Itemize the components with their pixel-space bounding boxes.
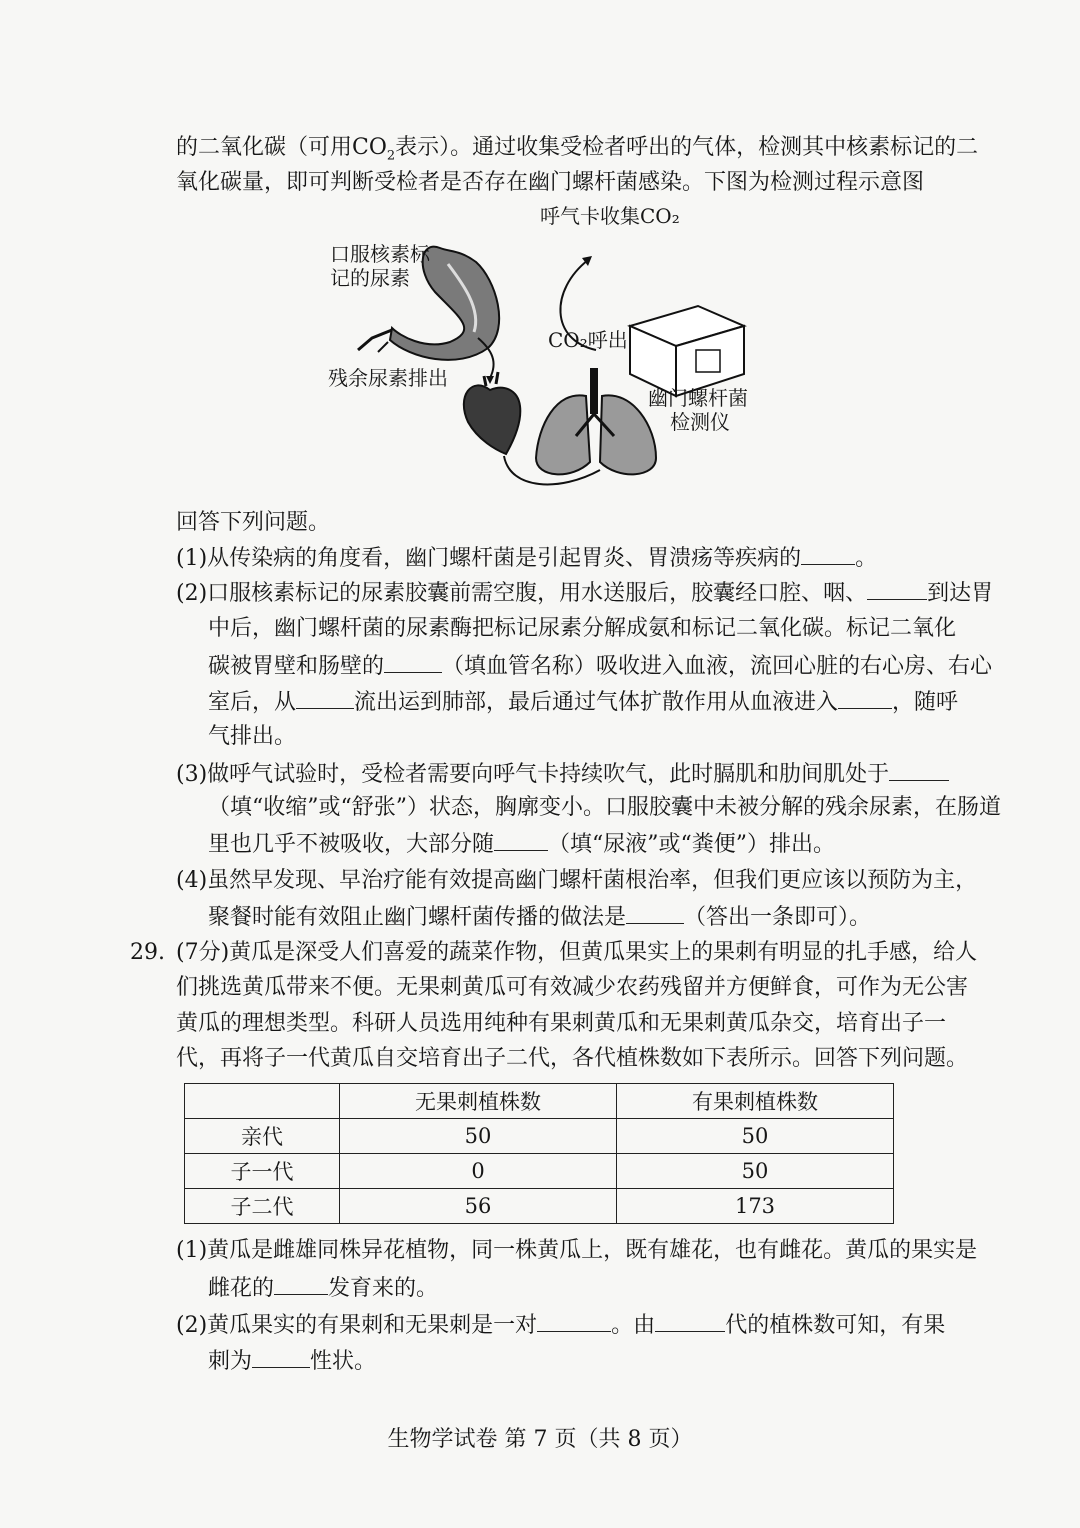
q29-sub-2-line-2 (208, 1345, 376, 1377)
device-label: 幽门螺杆菌 (648, 386, 748, 410)
question-text: 性状。 (310, 1349, 377, 1374)
page-footer: 生物学试卷 第 7 页（共 8 页） (387, 1427, 693, 1452)
excrete-label: 残余尿素排出 (328, 366, 448, 390)
q29-number: 29. (130, 940, 165, 965)
question-text: 里也几乎不被吸收，大部分随 (208, 832, 495, 857)
table-cell: 子一代 (185, 1154, 340, 1189)
q28-sub-2-line-4 (208, 686, 958, 718)
q28-sub-4-line-2 (208, 901, 871, 933)
table-row (185, 1119, 894, 1154)
table-row (185, 1189, 894, 1224)
question-text: (1)从传染病的角度看，幽门螺杆菌是引起胃炎、胃溃疡等疾病的 (176, 546, 802, 571)
question-text: 雌花的 (208, 1276, 275, 1301)
q29-sub-2 (176, 1309, 945, 1341)
q28-sub-3-line-3 (208, 828, 835, 860)
excrete-arrow (378, 342, 388, 352)
table-header-row (185, 1084, 894, 1119)
intro-line-1 (176, 133, 978, 171)
heart-icon (464, 372, 520, 454)
q29-sub-1: (1)黄瓜是雌雄同株异花植物，同一株黄瓜上，既有雄花，也有雌花。黄瓜的果实是 (176, 1238, 978, 1263)
q29-line-4: 代，再将子一代黄瓜自交培育出子二代，各代植株数如下表所示。回答下列问题。 (176, 1046, 969, 1071)
question-text: （填“尿液”或“粪便”）排出。 (548, 832, 836, 857)
question-text: 。 (855, 546, 878, 571)
answer-blank[interactable] (838, 686, 892, 709)
table-cell: 56 (340, 1189, 617, 1224)
q28-sub-2-line-5: 气排出。 (208, 724, 297, 749)
table-header: 有果刺植株数 (617, 1084, 894, 1119)
q28-sub-3 (176, 758, 949, 790)
table-cell: 50 (617, 1119, 894, 1154)
q28-sub-1 (176, 542, 877, 574)
answer-blank[interactable] (867, 577, 927, 600)
q28-sub-4: (4)虽然早发现、早治疗能有效提高幽门螺杆菌根治率，但我们更应该以预防为主， (176, 868, 978, 893)
answer-blank[interactable] (384, 650, 442, 673)
intro-text: 表示）。通过收集受检者呼出的气体，检测其中核素标记的二 (395, 135, 979, 160)
question-text: 发育来的。 (328, 1276, 439, 1301)
question-text: (2)黄瓜果实的有果刺和无果刺是一对 (176, 1313, 538, 1338)
answer-blank[interactable] (626, 901, 684, 924)
device-label: 检测仪 (670, 410, 730, 434)
answer-blank[interactable] (655, 1309, 725, 1332)
q28-sub-2-line-3 (208, 650, 992, 682)
answer-blank[interactable] (801, 542, 855, 565)
question-text: （填血管名称）吸收进入血液，流回心脏的右心房、右心 (442, 654, 993, 679)
plant-count-table (184, 1083, 894, 1224)
question-text: （答出一条即可）。 (684, 905, 872, 930)
answer-blank[interactable] (252, 1345, 310, 1368)
exhale-label: CO₂呼出 (548, 328, 628, 352)
table-header: 无果刺植株数 (340, 1084, 617, 1119)
table-cell: 50 (340, 1119, 617, 1154)
table-cell: 0 (340, 1154, 617, 1189)
answer-blank[interactable] (889, 758, 949, 781)
question-text: 到达胃 (927, 581, 994, 606)
detector-device-icon (630, 306, 744, 396)
q28-sub-3-line-2: （填“收缩”或“舒张”）状态，胸廓变小。口服胶囊中未被分解的残余尿素，在肠道 (208, 795, 1001, 820)
intro-text: 的二氧化碳（可用CO (176, 135, 387, 160)
q29-line-1: (7分)黄瓜是深受人们喜爱的蔬菜作物，但黄瓜果实上的果刺有明显的扎手感，给人 (176, 940, 978, 965)
question-text: (2)口服核素标记的尿素胶囊前需空腹，用水送服后，胶囊经口腔、咽、 (176, 581, 868, 606)
question-text: 代的植株数可知，有果 (725, 1313, 946, 1338)
card-label: 呼气卡收集CO₂ (540, 204, 680, 228)
table-cell: 亲代 (185, 1119, 340, 1154)
question-text: ，随呼 (892, 690, 959, 715)
answer-blank[interactable] (537, 1309, 611, 1332)
answer-blank[interactable] (296, 686, 354, 709)
table-header (185, 1084, 340, 1119)
table-row (185, 1154, 894, 1189)
question-text: 刺为 (208, 1349, 253, 1374)
question-text: (3)做呼气试验时，受检者需要向呼气卡持续吹气，此时膈肌和肋间肌处于 (176, 762, 890, 787)
capsule-label: 口服核素标 (330, 242, 430, 266)
q29-line-2: 们挑选黄瓜带来不便。无果刺黄瓜可有效减少农药残留并方便鲜食，可作为无公害 (176, 975, 969, 1000)
capsule-label: 记的尿素 (330, 266, 410, 290)
detection-process-diagram (300, 200, 780, 500)
question-text: 聚餐时能有效阻止幽门螺杆菌传播的做法是 (208, 905, 627, 930)
table-cell: 173 (617, 1189, 894, 1224)
question-text: 。由 (611, 1313, 656, 1338)
answer-blank[interactable] (274, 1272, 328, 1295)
table-cell: 50 (617, 1154, 894, 1189)
q28-sub-2 (176, 577, 993, 609)
lungs-icon (536, 368, 656, 474)
q28-prompt: 回答下列问题。 (176, 510, 331, 535)
q28-sub-2-line-2: 中后，幽门螺杆菌的尿素酶把标记尿素分解成氨和标记二氧化碳。标记二氧化 (208, 616, 957, 641)
q29-line-3: 黄瓜的理想类型。科研人员选用纯种有果刺黄瓜和无果刺黄瓜杂交，培育出子一 (176, 1011, 947, 1036)
table-cell: 子二代 (185, 1189, 340, 1224)
question-text: 流出运到肺部，最后通过气体扩散作用从血液进入 (354, 690, 839, 715)
subscript-2: 2 (386, 148, 396, 164)
question-text: 室后，从 (208, 690, 297, 715)
question-text: 碳被胃壁和肠壁的 (208, 654, 385, 679)
answer-blank[interactable] (494, 828, 548, 851)
intro-line-2: 氧化碳量，即可判断受检者是否存在幽门螺杆菌感染。下图为检测过程示意图 (176, 170, 925, 195)
q29-sub-1-line-2 (208, 1272, 438, 1304)
